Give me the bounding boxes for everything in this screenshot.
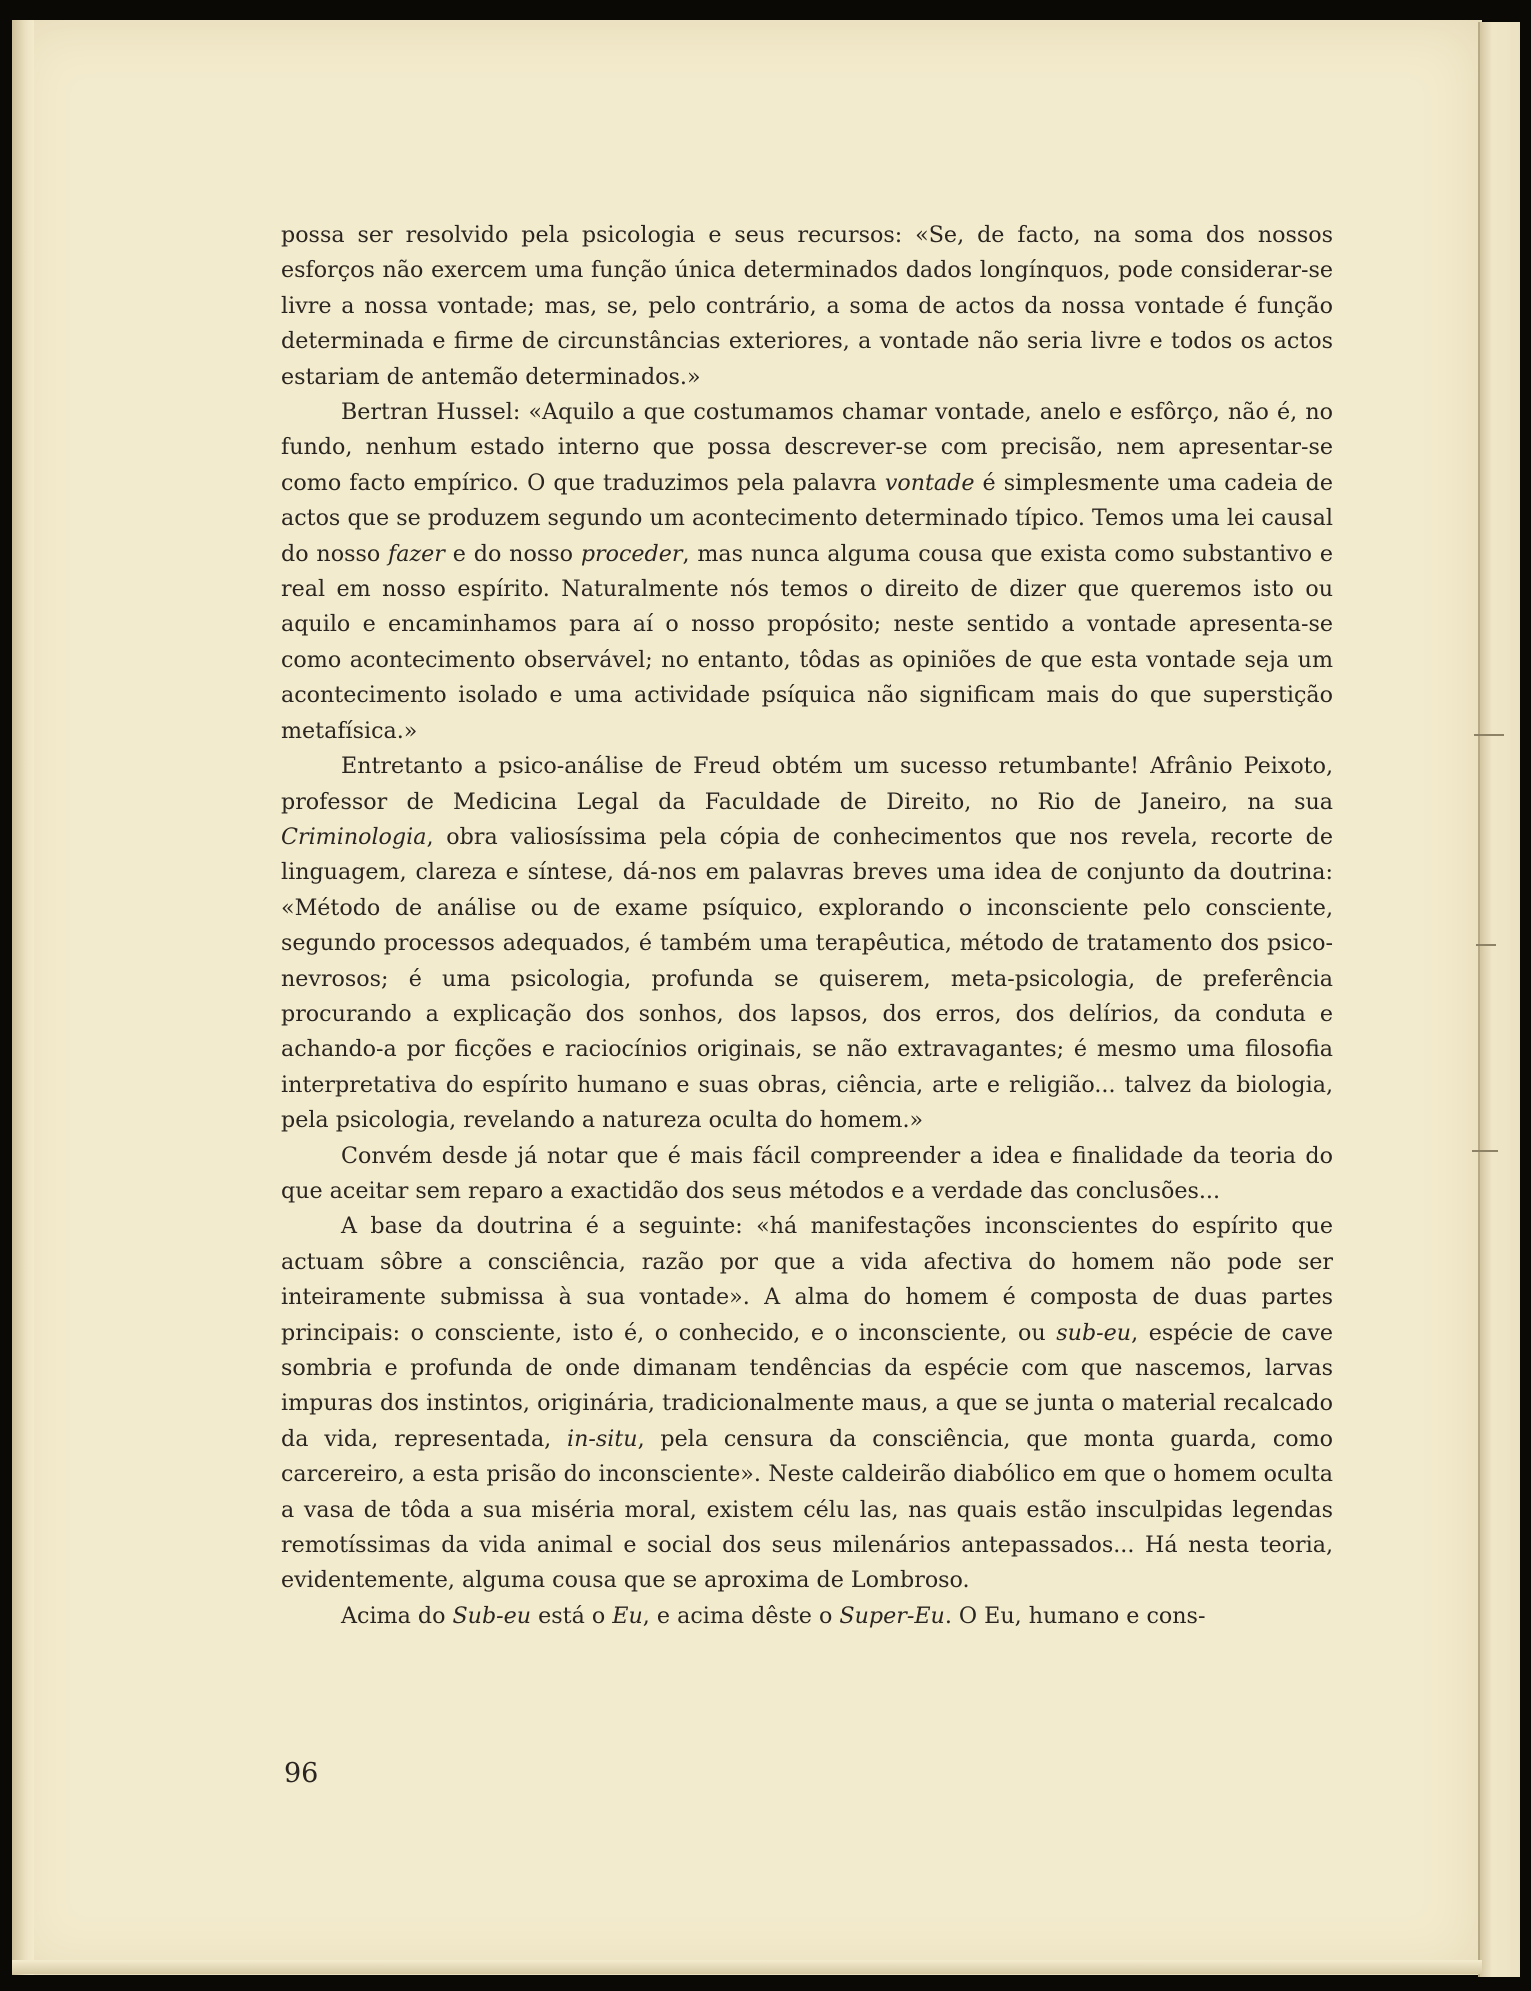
text-run: , espécie de cave sombria e profunda de onde dimanam tendências da espécie com que nascemos, larvas impuras dos instintos, originária, tradicionalmente maus, a que se junta o material recalcado da vida, representada, [281, 1319, 1333, 1452]
paragraph-p1 [281, 395, 1333, 749]
paragraph-p2 [281, 749, 1333, 1138]
italic-term: Eu [612, 1602, 643, 1629]
paragraph-p0 [281, 218, 1333, 395]
text-run: é simplesmente uma cadeia de actos que se produzem segundo um acontecimento determinado típico. Temos uma lei causal do nosso [281, 469, 1333, 567]
italic-term: Sub-eu [452, 1602, 532, 1629]
text-run: A base da doutrina é a seguinte: «há manifestações inconscientes do espírito que actuam sôbre a consciência, razão por que a vida afectiva do homem não pode ser inteiramente submissa à sua vontade». A alma do homem é composta de duas partes principais: o consciente, isto é, o conhecido, e o inconsciente, ou [281, 1213, 1333, 1346]
italic-term: sub-eu [1056, 1319, 1132, 1346]
text-run: , mas nunca alguma cousa que exista como substantivo e real em nosso espírito. Naturalmente nós temos o direito de dizer que queremos isto ou aquilo e encaminhamos para aí o nosso propósito; neste sentido a vontade apresenta-se como acontecimento observável; no entanto, tôdas as opiniões de que esta vontade seja um acontecimento isolado e uma actividade psíquica não significam mais do que superstição metafísica.» [281, 540, 1333, 744]
edge-mark [1474, 734, 1504, 736]
edge-mark [1476, 944, 1496, 946]
italic-term: Super-Eu [839, 1602, 945, 1629]
page-gutter [12, 20, 34, 1975]
paragraph-p4 [281, 1209, 1333, 1598]
text-run: Bertran Hussel: «Aquilo a que costumamos chamar vontade, anelo e esfôrço, não é, no fundo, nenhum estado interno que possa descrever-se com precisão, nem apresentar-se como facto empírico. O que traduzimos pela palavra [281, 399, 1333, 496]
italic-term: proceder [580, 540, 683, 567]
italic-term: in-situ [567, 1425, 638, 1452]
paragraph-p5 [281, 1599, 1333, 1634]
italic-term: Criminologia [281, 823, 427, 850]
text-run: , e acima dêste o [642, 1602, 840, 1629]
text-run: e do nosso [444, 540, 581, 567]
page-bottom-edge [12, 1960, 1482, 1974]
text-run: Entretanto a psico-análise de Freud obtém um sucesso retumbante! Afrânio Peixoto, professor de Medicina Legal da Faculdade de Direito, no Rio de Janeiro, na sua [281, 753, 1333, 815]
edge-mark [1472, 1150, 1498, 1152]
page-number: 96 [284, 1758, 319, 1789]
italic-term: fazer [388, 540, 445, 567]
next-page-edge [1478, 22, 1520, 1977]
text-run: Convém desde já notar que é mais fácil compreender a idea e finalidade da teoria do que aceitar sem reparo a exactidão dos seus métodos e a verdade das conclusões... [281, 1142, 1333, 1204]
text-run: possa ser resolvido pela psicologia e seus recursos: «Se, de facto, na soma dos nossos esforços não exercem uma função única determinados dados longínquos, pode considerar-se livre a nossa vontade; mas, se, pelo contrário, a soma de actos da nossa vontade é função determinada e firme de circunstâncias exteriores, a vontade não seria livre e todos os actos estariam de antemão determinados.» [281, 222, 1333, 390]
italic-term: vontade [884, 469, 975, 496]
paragraph-p3 [281, 1139, 1333, 1210]
text-run: , pela censura da consciência, que monta guarda, como carcereiro, a esta prisão do inconsciente». Neste caldeirão diabólico em que o homem oculta a vasa de tôda a sua miséria moral, existem célu las, nas quais estão insculpidas legendas remotíssimas da vida animal e social dos seus milenários antepassados... Há nesta teoria, evidentemente, alguma cousa que se aproxima de Lombroso. [281, 1425, 1333, 1594]
text-run: . O Eu, humano e cons- [944, 1602, 1206, 1629]
text-run: , obra valiosíssima pela cópia de conhecimentos que nos revela, recorte de linguagem, clareza e síntese, dá-nos em palavras breves uma idea de conjunto da doutrina: «Método de análise ou de exame psíquico, explorando o inconsciente pelo consciente, segundo processos adequados, é também uma terapêutica, método de tratamento dos psico-nevrosos; é uma psicologia, profunda se quiserem, meta-psicologia, de preferência procurando a explicação dos sonhos, dos lapsos, dos erros, dos delírios, da conduta e achando-a por ficções e raciocínios originais, se não extravagantes; é mesmo uma filosofia interpretativa do espírito humano e suas obras, ciência, arte e religião... talvez da biologia, pela psicologia, revelando a natureza oculta do homem.» [281, 823, 1333, 1134]
text-run: está o [531, 1602, 613, 1629]
body-text [281, 218, 1333, 1634]
text-run: Acima do [341, 1602, 453, 1629]
